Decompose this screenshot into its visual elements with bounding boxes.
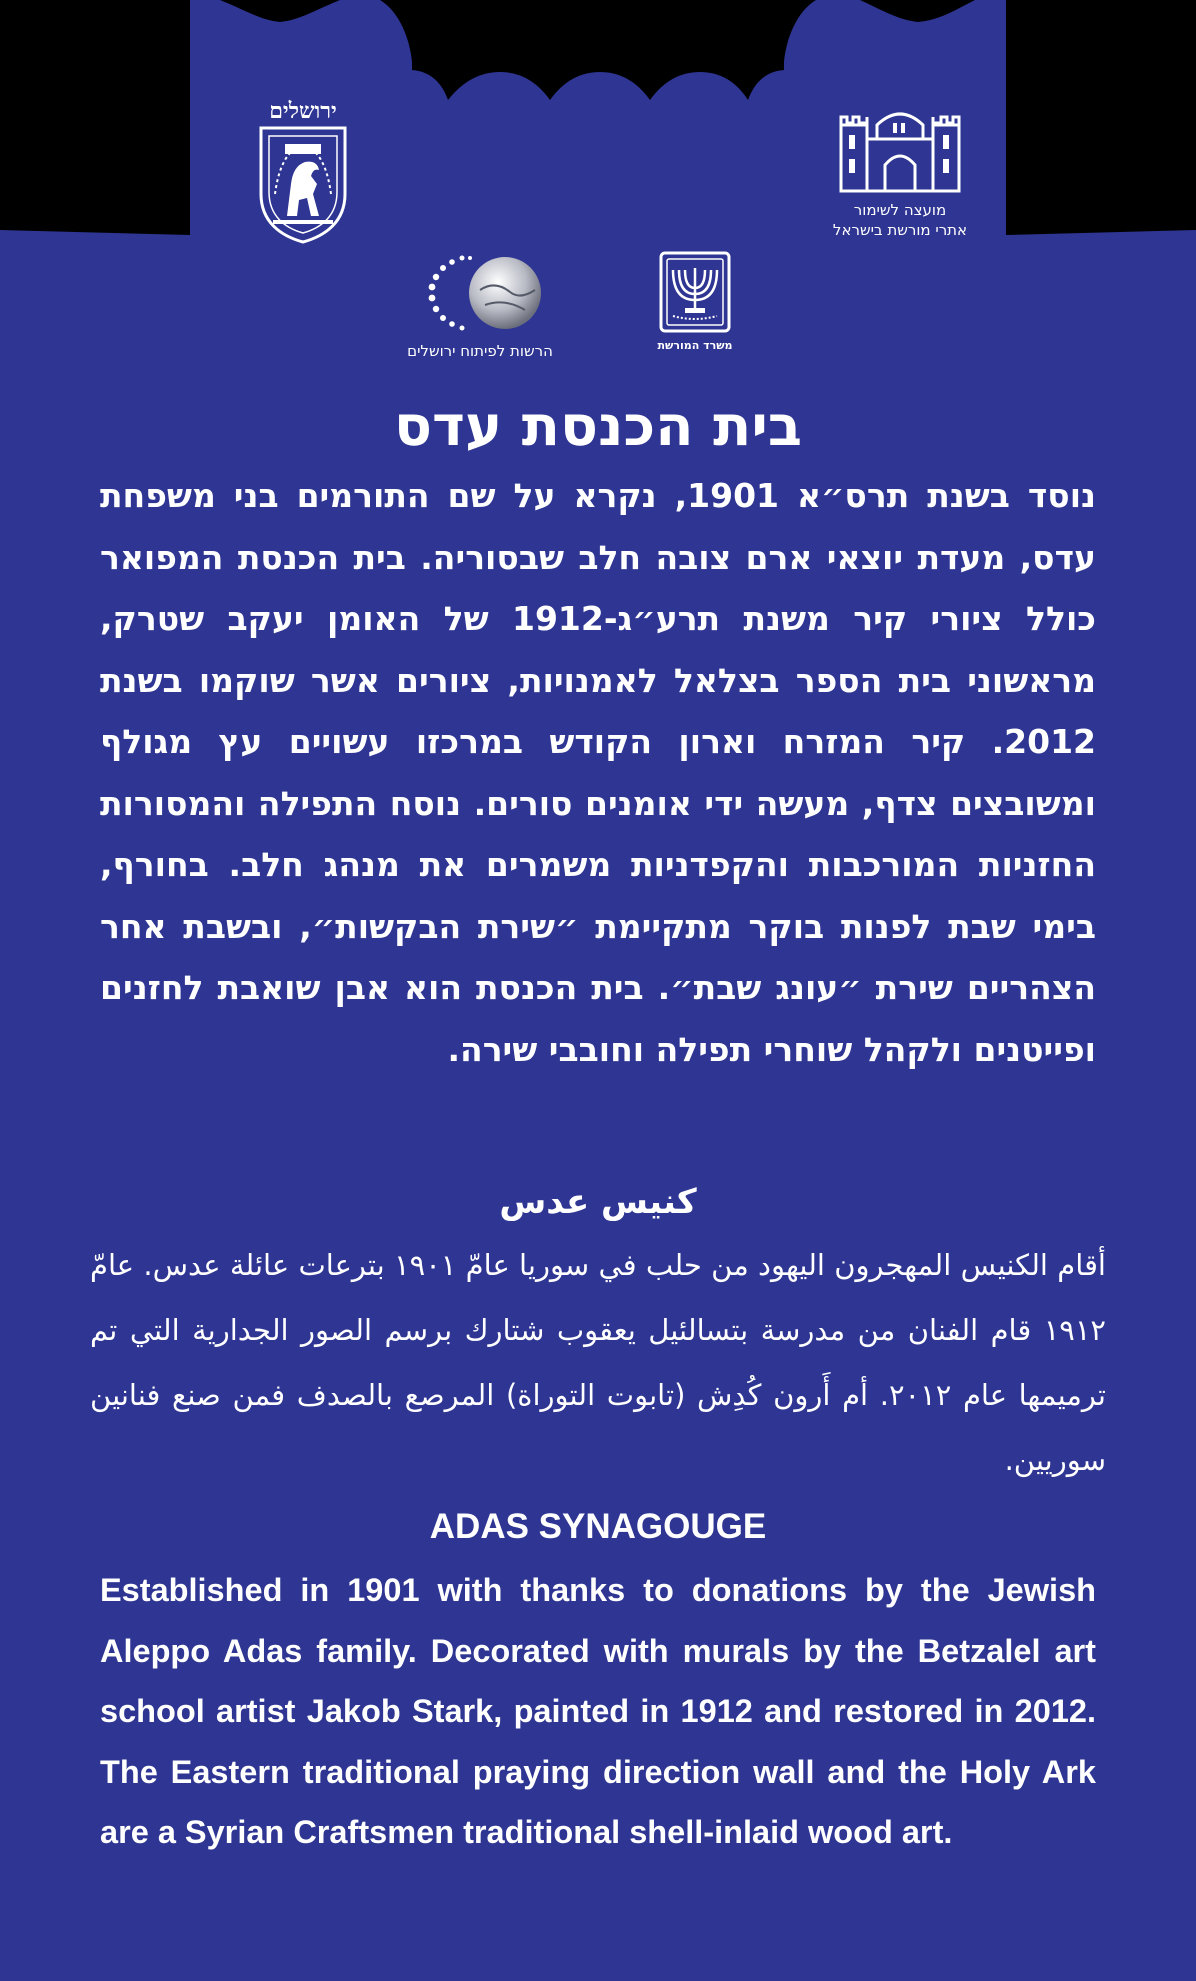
english-title: ADAS SYNAGOUGE bbox=[429, 1507, 767, 1546]
council-caption-line1: מועצה לשימור bbox=[853, 201, 947, 219]
menorah-emblem-icon bbox=[658, 250, 732, 334]
development-caption: הרשות לפיתוח ירושלים bbox=[407, 342, 553, 360]
jerusalem-wordmark: ירושלים bbox=[269, 98, 337, 124]
jerusalem-lion-emblem-icon bbox=[255, 124, 351, 244]
heritage-building-icon bbox=[835, 95, 965, 195]
ministry-caption: משרד המורשת bbox=[657, 339, 733, 352]
hebrew-body: נוסד בשנת תרס״א 1901, נקרא על שם התורמים בני משפחת עדס, מעדת יוצאי ארם צובה חלב שבסוריה. בית הכנסת המפואר כולל ציורי קיר משנת תרע״ג-1912 של האומן יעקב שטרק, מראשוני בית הספר בצלאל לאמנויות, ציורים אשר שוקמו בשנת 2012. קיר המזרח וארון הקודש במרכזו עשויים עץ מגולף ומשובצים צדף, מעשה ידי אומנים סורים. נוסח התפילה והמסורות החזניות המורכבות והקפדניות משמרים את מנהג חלב. בחורף, בימי שבת לפנות בוקר מתקיימת ״שירת הבקשות״, ובשבת אחר הצהריים שירת ״עונג שבת״. בית הכנסת הוא אבן שואבת לחזנים ופייטנים ולקהל שוחרי תפילה וחובבי שירה. bbox=[100, 476, 1096, 1069]
heritage-ministry-logo bbox=[655, 250, 735, 353]
english-body: Established in 1901 with thanks to donations by the Jewish Aleppo Adas family. Decorated with murals by the Betzalel art school artist Jakob Stark, painted in 1912 and restored in 2012. The Eastern traditional praying direction wall and the Holy Ark are a Syrian Craftsmen traditional shell-inlaid wood art. bbox=[100, 1572, 1096, 1850]
globe-dots-icon bbox=[410, 250, 550, 336]
council-caption-line2: אתרי מורשת בישראל bbox=[832, 221, 968, 239]
heritage-council-logo bbox=[805, 95, 995, 240]
jerusalem-logo bbox=[248, 98, 358, 249]
arabic-title: كنيس عدس bbox=[499, 1182, 697, 1222]
jerusalem-development-logo bbox=[385, 250, 575, 361]
arabic-body: أقام الكنيس المهجرون اليهود من حلب في سوريا عامّ ١٩٠١ بترعات عائلة عدس. عامّ ١٩١٢ قام الفنان من مدرسة بتسالئيل يعقوب شتارك برسم الصور الجدارية التي تم ترميمها عام ٢٠١٢. أم أَرون كُدِش (تابوت التوراة) المرصع بالصدف فمن صنع فنانين سوريين. bbox=[90, 1248, 1107, 1477]
hebrew-title: בית הכנסת עדס bbox=[393, 394, 803, 459]
